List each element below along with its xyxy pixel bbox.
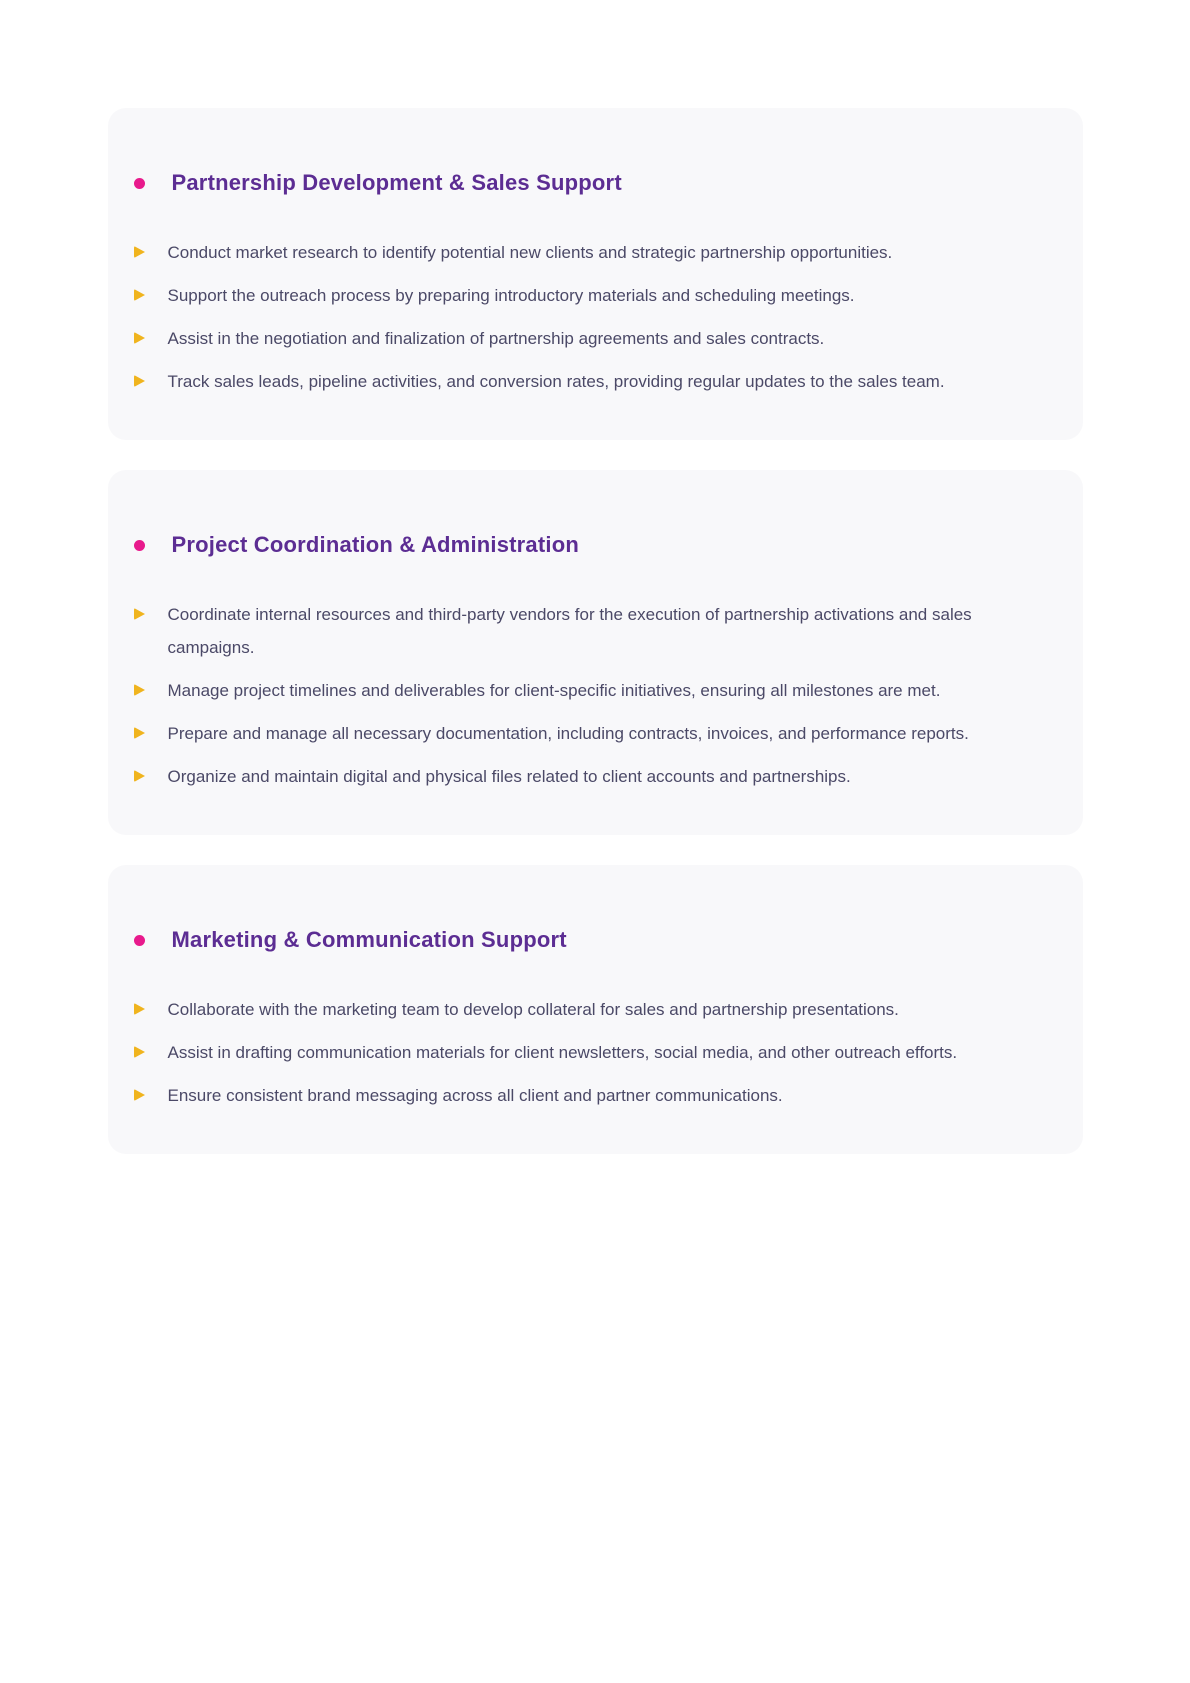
- triangle-bullet-icon: [134, 727, 145, 739]
- section-title: Project Coordination & Administration: [171, 532, 579, 557]
- pink-dot-icon: [134, 178, 145, 189]
- list-item: [134, 674, 1028, 707]
- list-item-text: Ensure consistent brand messaging across all client and partner communications.: [167, 1086, 783, 1105]
- pink-dot-icon: [134, 540, 145, 551]
- section-item-list: [134, 993, 1028, 1112]
- list-item: [134, 717, 1028, 750]
- list-item-text: Manage project timelines and deliverables for client-specific initiatives, ensuring all milestones are met.: [167, 681, 941, 700]
- list-item: [134, 598, 1028, 664]
- section-heading: [134, 528, 1028, 562]
- triangle-bullet-icon: [134, 1046, 145, 1058]
- section-card-partnership-development: [108, 108, 1083, 440]
- triangle-bullet-icon: [134, 1003, 145, 1015]
- list-item: [134, 1036, 1028, 1069]
- triangle-bullet-icon: [134, 375, 145, 387]
- list-item-text: Coordinate internal resources and third-party vendors for the execution of partnership activations and sales campaigns.: [167, 605, 972, 657]
- list-item: [134, 365, 1028, 398]
- triangle-bullet-icon: [134, 246, 145, 258]
- section-card-project-coordination: [108, 470, 1083, 835]
- list-item: [134, 760, 1028, 793]
- triangle-bullet-icon: [134, 1089, 145, 1101]
- list-item-text: Collaborate with the marketing team to develop collateral for sales and partnership presentations.: [167, 1000, 899, 1019]
- section-heading: [134, 923, 1028, 957]
- list-item-text: Organize and maintain digital and physical files related to client accounts and partnerships.: [167, 767, 851, 786]
- list-item: [134, 236, 1028, 269]
- section-item-list: [134, 236, 1028, 398]
- triangle-bullet-icon: [134, 289, 145, 301]
- section-title: Marketing & Communication Support: [171, 927, 567, 952]
- section-title: Partnership Development & Sales Support: [171, 170, 622, 195]
- list-item-text: Support the outreach process by preparing introductory materials and scheduling meetings.: [167, 286, 855, 305]
- list-item-text: Assist in the negotiation and finalization of partnership agreements and sales contracts.: [167, 329, 825, 348]
- list-item: [134, 279, 1028, 312]
- list-item-text: Conduct market research to identify potential new clients and strategic partnership opportunities.: [167, 243, 893, 262]
- triangle-bullet-icon: [134, 608, 145, 620]
- list-item-text: Track sales leads, pipeline activities, and conversion rates, providing regular updates to the sales team.: [167, 372, 945, 391]
- list-item: [134, 993, 1028, 1026]
- list-item: [134, 322, 1028, 355]
- section-heading: [134, 166, 1028, 200]
- triangle-bullet-icon: [134, 684, 145, 696]
- pink-dot-icon: [134, 935, 145, 946]
- triangle-bullet-icon: [134, 332, 145, 344]
- triangle-bullet-icon: [134, 770, 145, 782]
- list-item-text: Assist in drafting communication materials for client newsletters, social media, and other outreach efforts.: [167, 1043, 958, 1062]
- list-item-text: Prepare and manage all necessary documentation, including contracts, invoices, and performance reports.: [167, 724, 969, 743]
- section-card-marketing-communication: [108, 865, 1083, 1154]
- list-item: [134, 1079, 1028, 1112]
- section-item-list: [134, 598, 1028, 793]
